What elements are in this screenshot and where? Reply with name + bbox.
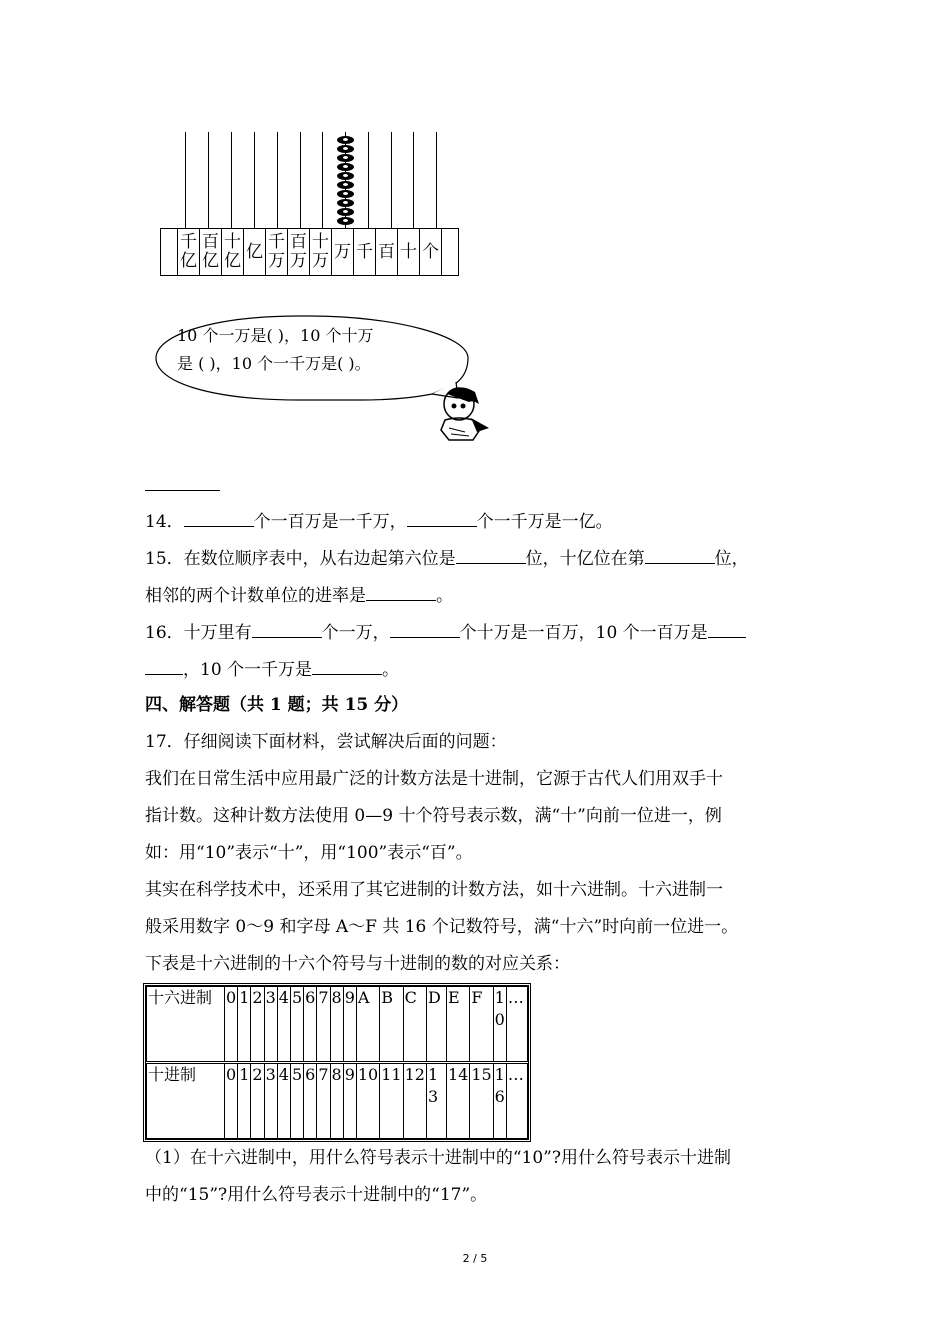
table-cell: F [470,987,493,1063]
abacus-bead [337,190,354,198]
q17-paragraph-1: 指计数。这种计数方法使用 0—9 十个符号表示数，满“十”向前一位进一，例 [145,806,722,826]
table-cell: 1 [238,987,251,1063]
table-cell: A [356,987,379,1063]
question-15-cont: 相邻的两个计数单位的进率是 。 [145,582,453,608]
answer-blank[interactable] [645,545,715,564]
q17-paragraph-2: 般采用数字 0～9 和字母 A～F 共 16 个记数符号，满“十六”时向前一位进一。 [145,917,739,937]
table-cell: … [506,987,527,1063]
abacus-bead [337,208,354,216]
page-number: 2 / 5 [462,1252,488,1265]
abacus-rod [254,132,255,229]
question-16-cont: ，10 个一千万是 。 [145,656,399,682]
section-4-title: 四、解答题（共 1 题；共 15 分） [145,695,409,715]
table-cell: 16 [493,1063,506,1139]
table-cell: 10 [356,1063,379,1139]
abacus-rod [368,132,369,229]
answer-blank[interactable] [366,582,436,601]
table-cell: 7 [317,987,330,1063]
question-16: 16．十万里有 个一万， 个十万是一百万，10 个一百万是 [145,619,746,645]
table-cell: 0 [225,1063,238,1139]
table-cell: 9 [343,1063,356,1139]
abacus-rod [322,132,323,229]
answer-blank[interactable] [708,619,746,638]
place-cell: 千 [354,229,376,276]
table-cell: 7 [317,1063,330,1139]
table-cell: 4 [277,987,290,1063]
table-cell: B [380,987,403,1063]
answer-blank[interactable] [312,656,382,675]
q17-sub-1: （1）在十六进制中，用什么符号表示十进制中的“10”?用什么符号表示十进制 [145,1148,731,1168]
answer-blank[interactable] [145,656,183,675]
question-15: 15．在数位顺序表中，从右边起第六位是 位，十亿位在第 位， [145,545,749,571]
table-cell: 十进制 [147,1063,225,1139]
answer-blank[interactable] [184,508,254,527]
table-cell: 10 [493,987,506,1063]
place-cell: 百 亿 [200,229,222,276]
place-cell [442,229,459,276]
table-cell: E [446,987,469,1063]
bubble-line-2: 是 ( )，10 个一千万是( )。 [177,354,371,373]
q17-paragraph-2: 其实在科学技术中，还采用了其它进制的计数方法，如十六进制。十六进制一 [145,880,723,900]
table-cell: 13 [426,1063,446,1139]
answer-blank[interactable] [407,508,477,527]
question-14: 14． 个一百万是一千万， 个一千万是一亿。 [145,508,613,534]
place-cell: 百 [376,229,398,276]
hex-decimal-table [143,983,531,1142]
place-value-table [160,228,459,276]
table-cell: … [506,1063,527,1139]
table-cell: 12 [403,1063,426,1139]
table-cell: 2 [251,1063,264,1139]
table-cell: 6 [304,1063,317,1139]
place-cell: 千 万 [266,229,288,276]
abacus-bead [337,154,354,162]
table-cell: 9 [343,987,356,1063]
abacus-bead [337,217,354,225]
table-cell: 8 [330,1063,343,1139]
table-cell: 3 [264,1063,277,1139]
table-cell: 0 [225,987,238,1063]
bubble-line-1: 10 个一万是( )，10 个十万 [177,326,374,345]
table-cell: 14 [446,1063,469,1139]
answer-blank[interactable] [252,619,322,638]
table-cell: 1 [238,1063,251,1139]
table-row [147,1063,528,1139]
abacus-bead [337,136,354,144]
q17-paragraph-1: 如：用“10”表示“十”，用“100”表示“百”。 [145,843,473,863]
table-cell: 3 [264,987,277,1063]
q17-paragraph-1: 我们在日常生活中应用最广泛的计数方法是十进制，它源于古代人们用双手十 [145,769,723,789]
q17-sub-1-cont: 中的“15”?用什么符号表示十进制中的“17”。 [145,1185,488,1205]
abacus-bead [337,181,354,189]
abacus-bead [337,172,354,180]
place-cell: 个 [420,229,442,276]
place-cell: 十 [398,229,420,276]
place-cell: 千 亿 [178,229,200,276]
table-cell: 15 [470,1063,493,1139]
place-cell: 万 [332,229,354,276]
place-cell: 十 万 [310,229,332,276]
table-cell: C [403,987,426,1063]
abacus-rod [436,132,437,229]
table-cell: 6 [304,987,317,1063]
place-cell: 亿 [244,229,266,276]
abacus-rod [185,132,186,229]
question-17-intro: 17．仔细阅读下面材料，尝试解决后面的问题： [145,732,507,752]
abacus-rod [413,132,414,229]
abacus-rod [277,132,278,229]
abacus-bead [337,163,354,171]
answer-line [145,490,220,491]
table-cell: 8 [330,987,343,1063]
table-cell: 5 [290,987,303,1063]
answer-blank[interactable] [390,619,460,638]
table-cell: 11 [380,1063,403,1139]
abacus-rod [391,132,392,229]
place-cell [161,229,178,276]
table-cell: 4 [277,1063,290,1139]
place-cell: 百 万 [288,229,310,276]
q17-paragraph-3: 下表是十六进制的十六个符号与十进制的数的对应关系： [145,954,570,974]
abacus-bead [337,199,354,207]
table-cell: 5 [290,1063,303,1139]
table-cell: D [426,987,446,1063]
table-cell: 2 [251,987,264,1063]
answer-blank[interactable] [456,545,526,564]
abacus-bead [337,145,354,153]
place-cell: 十 亿 [222,229,244,276]
abacus-rod [231,132,232,229]
abacus-rod [300,132,301,229]
table-cell: 十六进制 [147,987,225,1063]
cartoon-character-icon [435,382,493,444]
table-row [147,987,528,1063]
abacus-rod [208,132,209,229]
